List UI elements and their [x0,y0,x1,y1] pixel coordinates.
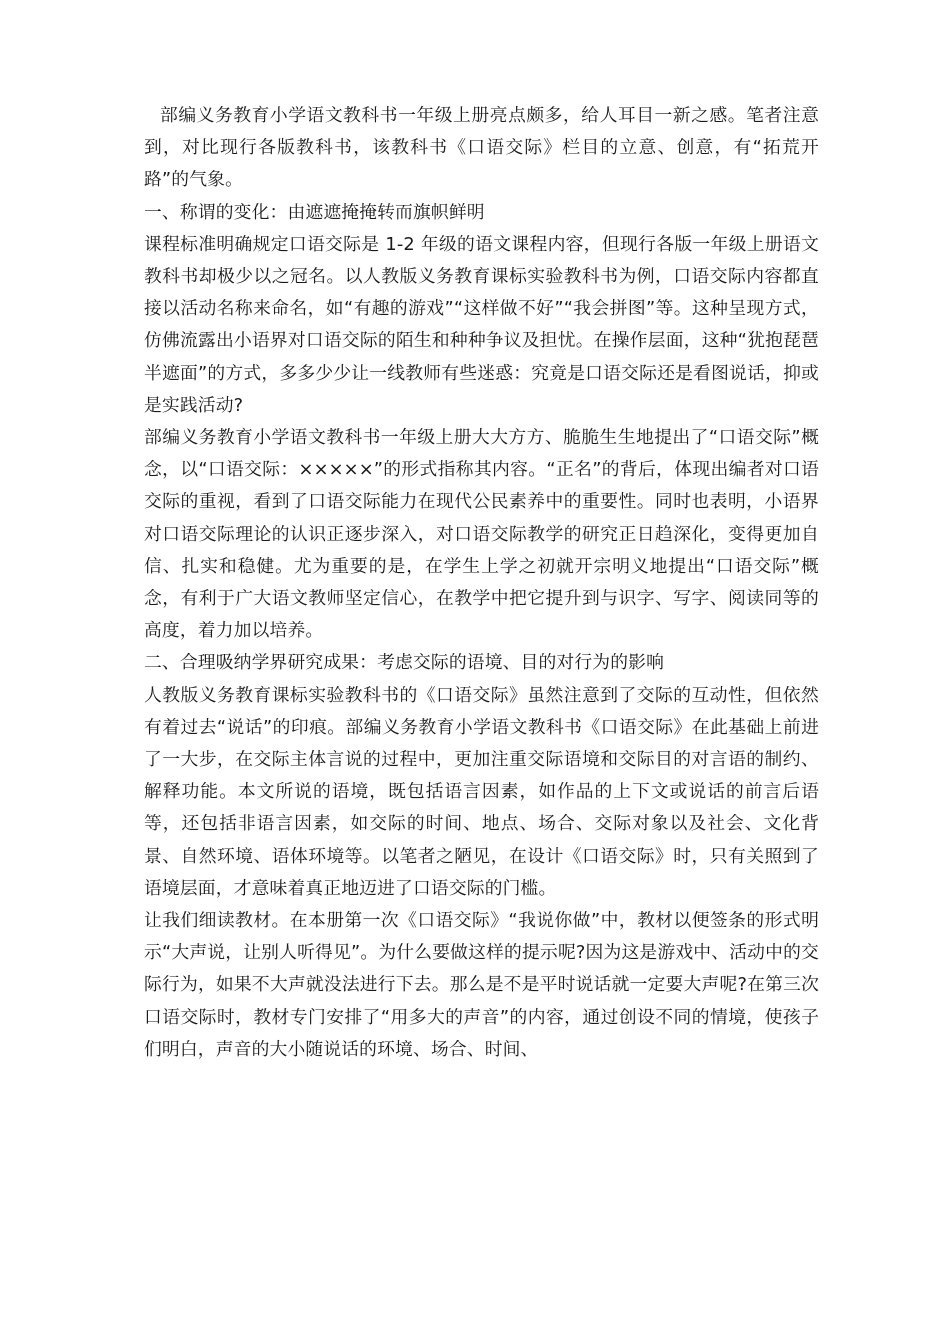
intro-paragraph: 部编义务教育小学语文教科书一年级上册亮点颇多，给人耳目一新之感。笔者注意到，对比现行各版教科书，该教科书《口语交际》栏目的立意、创意，有“拓荒开路”的气象。 [144,105,819,191]
body-paragraph: 课程标准明确规定口语交际是 1-2 年级的语文课程内容，但现行各版一年级上册语文教科书却极少以之冠名。以人教版义务教育课标实验教科书为例，口语交际内容都直接以活动名称来命名，如“有趣的游戏”“这样做不好”“我会拼图”等。这种呈现方式，仿佛流露出小语界对口语交际的陌生和种种争议及担忧。在操作层面，这种“犹抱琵琶半遮面”的方式，多多少少让一线教师有些迷惑：究竟是口语交际还是看图说话，抑或是实践活动? [144,233,819,416]
section-heading-2: 二、合理吸纳学界研究成果：考虑交际的语境、目的对行为的影响 [144,652,665,674]
body-paragraph: 部编义务教育小学语文教科书一年级上册大大方方、脆脆生生地提出了“口语交际”概念，以“口语交际：×××××”的形式指称其内容。“正名”的背后，体现出编者对口语交际的重视，看到了口语交际能力在现代公民素养中的重要性。同时也表明，小语界对口语交际理论的认识正逐步深入，对口语交际教学的研究正日趋深化，变得更加自信、扎实和稳健。尤为重要的是，在学生上学之初就开宗明义地提出“口语交际”概念，有利于广大语文教师坚定信心，在教学中把它提升到与识字、写字、阅读同等的高度，着力加以培养。 [144,427,819,642]
section-heading-1: 一、称谓的变化：由遮遮掩掩转而旗帜鲜明 [144,201,485,223]
body-paragraph: 让我们细读教材。在本册第一次《口语交际》“我说你做”中，教材以便签条的形式明示“大声说，让别人听得见”。为什么要做这样的提示呢?因为这是游戏中、活动中的交际行为，如果不大声就没法进行下去。那么是不是平时说话就一定要大声呢?在第三次口语交际时，教材专门安排了“用多大的声音”的内容，通过创设不同的情境，使孩子们明白，声音的大小随说话的环境、场合、时间、 [144,910,819,1060]
body-paragraph: 人教版义务教育课标实验教科书的《口语交际》虽然注意到了交际的互动性，但依然有着过去“说话”的印痕。部编义务教育小学语文教科书《口语交际》在此基础上前进了一大步，在交际主体言说的过程中，更加注重交际语境和交际目的对言语的制约、解释功能。本文所说的语境，既包括语言因素，如作品的上下文或说话的前言后语等，还包括非语言因素，如交际的时间、地点、场合、交际对象以及社会、文化背景、自然环境、语体环境等。以笔者之陋见，在设计《口语交际》时，只有关照到了语境层面，才意味着真正地迈进了口语交际的门槛。 [144,684,819,899]
document-body [144,100,819,1066]
